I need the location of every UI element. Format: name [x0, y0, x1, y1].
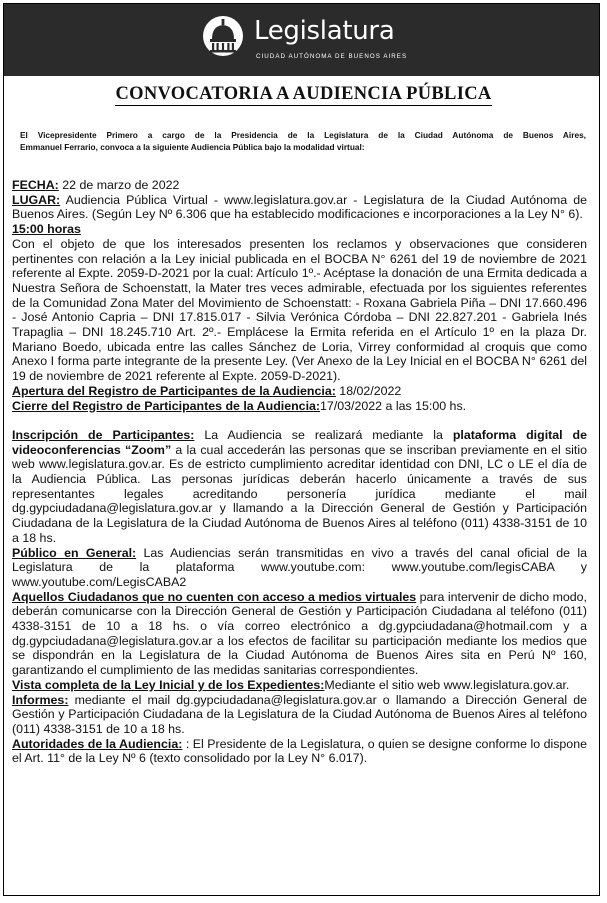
ciudadanos-label: Aquellos Ciudadanos que no cuenten con acceso a medios virtuales	[12, 589, 417, 604]
fecha-label: FECHA:	[12, 178, 59, 192]
title-text: CONVOCATORIA A AUDIENCIA PÚBLICA	[115, 84, 492, 104]
lugar-label: LUGAR:	[12, 192, 61, 207]
brand-name: Legislatura	[254, 16, 395, 46]
inscripcion-section	[12, 428, 587, 546]
intro-line-2: Emmanuel Ferrario, convoca a la siguiente Audiencia Pública bajo la modalidad virtual:	[20, 142, 365, 152]
ciudadanos-section	[12, 590, 587, 678]
page-title	[0, 84, 607, 105]
spacer	[12, 413, 587, 428]
informes-value: mediante el mail dg.gypciudadana@legislatura.gov.ar o llamando a Dirección General de Gestión y Participación Ciudadana de la Legislatura de la Ciudad Autónoma de Buenos Aires al teléfono (011) 4338-3151 de 10 a 18 hs.	[12, 692, 587, 736]
informes-label: Informes:	[12, 692, 69, 707]
informes-section	[12, 693, 587, 737]
hora-label: 15:00 horas	[12, 222, 81, 237]
autoridades-section	[12, 737, 587, 766]
intro-paragraph	[20, 129, 586, 153]
apertura-section	[12, 384, 587, 399]
apertura-value: 18/02/2022	[335, 383, 402, 398]
fecha-section	[12, 178, 587, 193]
vista-label: Vista completa de la Ley Inicial y de los Expedientes:	[12, 677, 325, 692]
autoridades-value: : El Presidente de la Legislatura, o quien se designe conforme lo dispone el Art. 11° de la Ley Nº 6 (texto consolidado por la Ley N° 6.017).	[12, 736, 587, 766]
fecha-value: 22 de marzo de 2022	[58, 178, 180, 192]
cierre-section	[12, 399, 587, 414]
objeto-paragraph: Con el objeto de que los interesados presenten los reclamos y observaciones que consideren pertinentes con relación a la Ley inicial publicada en el BOCBA N° 6261 del 19 de noviembre de 2021 referente al Expte. 2059-D-2021 por la cual: Artículo 1º.- Acéptase la donación de una Ermita dedicada a Nuestra Señora de Schoenstatt, la Mater tres veces admirable, efectuada por los siguientes referentes de la Comunidad Zona Mater del Movimiento de Schoenstatt: - Roxana Gabriela Piña – DNI 17.660.496 - José Antonio Capria – DNI 17.815.017 - Silvia Verónica Córdoba – DNI 22.827.201 - Gabriela Inés Trapaglia – DNI 18.245.710 Art. 2º.- Emplácese la Ermita referida en el Artículo 1º en la plaza Dr. Mariano Boedo, ubicada entre las calles Sánchez de Loria, Virrey conformidad al croquis que como Anexo I forma parte integrante de la presente Ley. (Ver Anexo de la Ley Inicial en el BOCBA N° 6261 del 19 de noviembre de 2021 referente al Expte. 2059-D-2021).	[12, 236, 587, 384]
intro-line-1: El Vicepresidente Primero a cargo de la Presidencia de la Legislatura de la Ciudad Autónoma de Buenos Aires,	[20, 130, 586, 140]
publico-label: Público en General:	[12, 545, 137, 560]
capitol-dome-icon	[202, 15, 244, 57]
inscripcion-text-post: a la cual accederán las personas que se inscriban previamente en el sitio web www.legislatura.gov.ar. Es de estricto cumplimiento acreditar identidad con DNI, LC o LE el día de la Audiencia Pública. Las personas jurídicas deberán hacerlo únicamente a través de sus representantes legales acreditando personería jurídica mediante el mail dg.gypciudadana@legislatura.gov.ar y llamando a la Dirección General de Gestión y Participación Ciudadana de la Legislatura de la Ciudad Autónoma de Buenos Aires al teléfono (011) 4338-3151 de 10 a 18 hs.	[12, 442, 587, 545]
ciudadanos-value: para intervenir de dicho modo, deberán comunicarse con la Dirección General de Gestión y Participación Ciudadana al teléfono (011) 4338-3151 de 10 a 18 hs. o vía correo electrónico a dg.gypciudadana@hotmail.com y a dg.gypciudadana@legislatura.gov.ar a los efectos de facilitar su participación mediante los medios que se dispondrán en la Legislatura de la Ciudad Autónoma de Buenos Aires sita en Perú Nº 160, garantizando el cumplimiento de las medidas sanitarias correspondientes.	[12, 589, 588, 678]
apertura-label: Apertura del Registro de Participantes de la Audiencia:	[12, 383, 336, 398]
publico-section	[12, 546, 587, 590]
cierre-value: 17/03/2022 a las 15:00 hs.	[320, 398, 467, 413]
brand-subtitle: CIUDAD AUTÓNOMA DE BUENOS AIRES	[256, 53, 408, 60]
inscripcion-label: Inscripción de Participantes:	[12, 427, 195, 442]
cierre-label: Cierre del Registro de Participantes de la Audiencia:	[12, 398, 321, 413]
lugar-section	[12, 193, 587, 222]
inscripcion-platform: plataforma digital de videoconferencias “Zoom”	[12, 427, 588, 457]
autoridades-label: Autoridades de la Audiencia:	[12, 736, 183, 751]
lugar-value: Audiencia Pública Virtual - www.legislatura.gov.ar - Legislatura de la Ciudad Autónoma de Buenos Aires. (Según Ley Nº 6.306 que ha establecido modificaciones e incorporaciones a la Ley N° 6).	[12, 192, 587, 222]
vista-value: Mediante el sitio web www.legislatura.gov.ar.	[324, 677, 570, 692]
hora-section	[12, 222, 587, 237]
inscripcion-text-pre: La Audiencia se realizará mediante la	[194, 427, 453, 442]
notice-body	[12, 178, 587, 766]
vista-section	[12, 678, 587, 693]
publico-value: Las Audiencias serán transmitidas en vivo a través del canal oficial de la Legislatura de la plataforma www.youtube.com: www.youtube.com/legisCABA y www.youtube.com/LegisCABA2	[12, 545, 587, 589]
